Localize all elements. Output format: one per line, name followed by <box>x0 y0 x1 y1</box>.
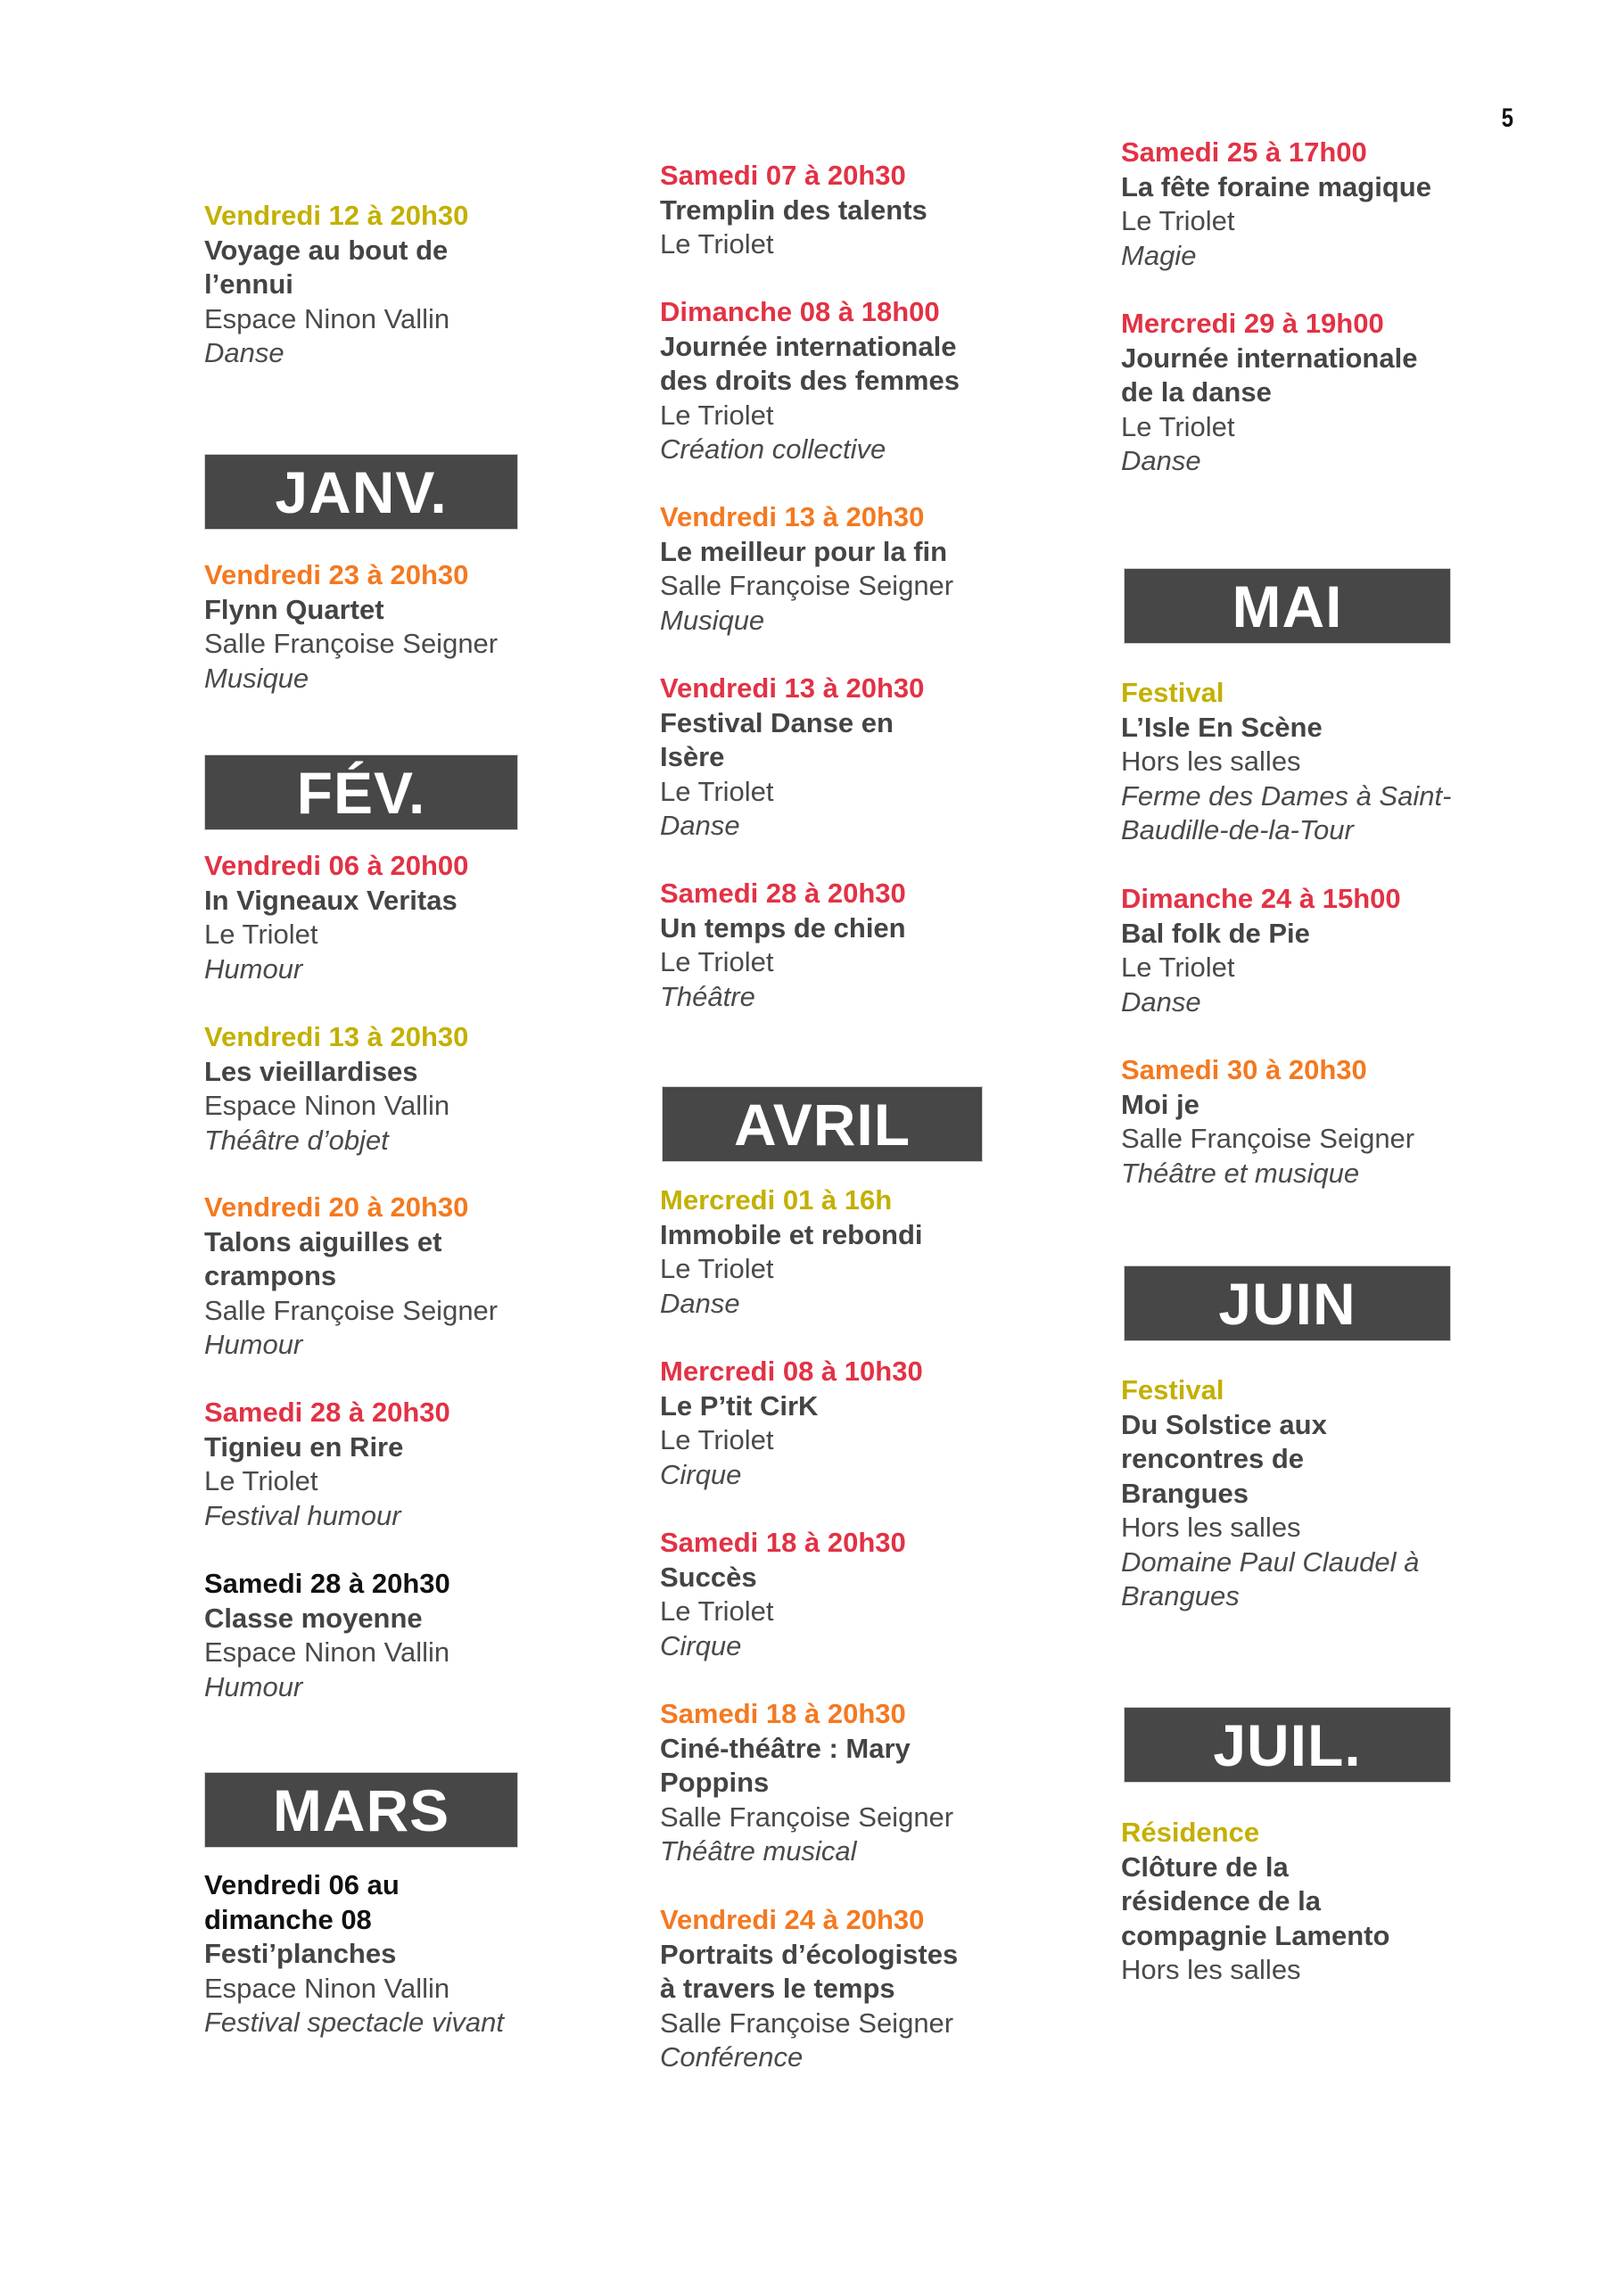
event-venue: Salle Françoise Seigner <box>1121 1123 1415 1154</box>
event-date: Festival <box>1121 677 1224 708</box>
event-classe-moyenne <box>204 1567 543 1704</box>
event-date: Vendredi 23 à 20h30 <box>204 559 469 590</box>
event-title: Classe moyenne <box>204 1602 423 1634</box>
event-title: résidence de la <box>1121 1885 1322 1916</box>
event-le-meilleur-pour-la-fin <box>660 500 1017 638</box>
event-date: Vendredi 13 à 20h30 <box>660 501 925 532</box>
event-date: dimanche 08 <box>204 1903 372 1935</box>
event-venue: Le Triolet <box>204 1465 318 1496</box>
event-du-solstice-aux-rencontres <box>1121 1373 1478 1614</box>
event-immobile-et-rebondi <box>660 1183 1017 1321</box>
event-title: Portraits d’écologistes <box>660 1938 959 1970</box>
event-title: Ciné-théâtre : Mary <box>660 1732 911 1764</box>
event-genre: Théâtre d’objet <box>204 1124 389 1156</box>
event-date: Samedi 28 à 20h30 <box>204 1568 450 1599</box>
event-festival-danse-isere <box>660 672 1017 844</box>
event-voyage-au-bout-de-lennui <box>204 199 543 371</box>
event-title: Du Solstice aux <box>1121 1408 1327 1440</box>
event-title: à travers le temps <box>660 1973 895 2004</box>
event-genre: Domaine Paul Claudel à <box>1121 1545 1420 1578</box>
event-venue: Hors les salles <box>1121 746 1301 777</box>
event-title: Un temps de chien <box>660 911 906 944</box>
event-genre: Festival humour <box>204 1499 401 1531</box>
event-cine-theatre-mary-poppins <box>660 1697 1017 1869</box>
event-venue: Salle Françoise Seigner <box>660 1801 954 1833</box>
event-flynn-quartet <box>204 558 543 696</box>
event-title: La fête foraine magique <box>1121 170 1431 202</box>
event-genre: Création collective <box>660 433 886 465</box>
event-genre: Conférence <box>660 2041 804 2073</box>
event-venue: Le Triolet <box>660 399 774 431</box>
event-venue: Salle Françoise Seigner <box>660 2007 954 2039</box>
event-date: Vendredi 13 à 20h30 <box>660 672 925 704</box>
event-bal-folk-de-pie <box>1121 882 1478 1019</box>
event-tignieu-en-rire <box>204 1396 543 1533</box>
event-genre: Festival spectacle vivant <box>204 2007 504 2038</box>
event-date: Dimanche 08 à 18h00 <box>660 296 940 327</box>
event-title: Immobile et rebondi <box>660 1218 923 1250</box>
event-title: compagnie Lamento <box>1121 1919 1390 1951</box>
event-title: Voyage au bout de <box>204 234 449 266</box>
event-genre: Théâtre musical <box>660 1835 857 1867</box>
event-venue: Le Triolet <box>1121 205 1235 236</box>
event-genre: Humour <box>204 1329 303 1360</box>
event-moi-je <box>1121 1053 1478 1191</box>
event-date: Vendredi 06 au <box>204 1869 400 1900</box>
event-title: l’ennui <box>204 268 293 300</box>
event-title: Le P’tit CirK <box>660 1389 819 1422</box>
event-talons-aiguilles <box>204 1191 543 1363</box>
event-un-temps-de-chien <box>660 877 1017 1014</box>
event-title: Les vieillardises <box>204 1055 418 1087</box>
event-date: Vendredi 06 à 20h00 <box>204 850 469 881</box>
event-title: L’Isle En Scène <box>1121 711 1323 743</box>
event-genre: Brangues <box>1121 1580 1240 1611</box>
event-date: Samedi 18 à 20h30 <box>660 1698 906 1729</box>
event-journee-droits-femmes <box>660 295 1017 467</box>
event-venue: Le Triolet <box>1121 952 1235 983</box>
event-venue: Le Triolet <box>660 228 774 260</box>
event-date: Samedi 18 à 20h30 <box>660 1527 906 1558</box>
event-date: Samedi 25 à 17h00 <box>1121 136 1367 168</box>
event-title: In Vigneaux Veritas <box>204 884 458 916</box>
event-venue: Le Triolet <box>660 1595 774 1627</box>
event-title: Isère <box>660 741 725 772</box>
event-title: Poppins <box>660 1767 770 1798</box>
event-title: Moi je <box>1121 1088 1199 1120</box>
event-title: Tremplin des talents <box>660 194 927 226</box>
event-festiplanches <box>204 1868 543 2040</box>
event-venue: Salle Françoise Seigner <box>660 570 954 601</box>
month-header-fev: FÉV. <box>204 754 518 830</box>
event-genre: Musique <box>660 604 765 636</box>
event-title: Bal folk de Pie <box>1121 917 1310 949</box>
event-date: Samedi 07 à 20h30 <box>660 160 906 191</box>
event-date: Résidence <box>1121 1817 1260 1848</box>
event-tremplin-des-talents <box>660 159 1017 262</box>
event-title: Talons aiguilles et <box>204 1225 442 1257</box>
event-lisle-en-scene <box>1121 676 1478 848</box>
event-genre: Cirque <box>660 1458 742 1490</box>
event-title: Flynn Quartet <box>204 593 384 625</box>
event-title: Clôture de la <box>1121 1850 1289 1883</box>
event-genre: Baudille-de-la-Tour <box>1121 814 1354 845</box>
event-les-vieillardises <box>204 1020 543 1158</box>
month-header-juil: JUIL. <box>1124 1707 1451 1783</box>
event-title: Journée internationale <box>1121 342 1418 374</box>
event-venue: Le Triolet <box>204 919 318 950</box>
month-header-mai: MAI <box>1124 568 1451 644</box>
event-fete-foraine-magique <box>1121 136 1478 273</box>
event-title: Festival Danse en <box>660 706 894 738</box>
event-venue: Le Triolet <box>660 1253 774 1284</box>
event-title: des droits des femmes <box>660 365 960 396</box>
event-date: Vendredi 12 à 20h30 <box>204 200 469 231</box>
event-cloture-residence-lamento <box>1121 1816 1478 1988</box>
event-genre: Ferme des Dames à Saint- <box>1121 779 1452 812</box>
event-title: de la danse <box>1121 376 1272 408</box>
month-header-juin: JUIN <box>1124 1265 1451 1341</box>
event-venue: Espace Ninon Vallin <box>204 1972 450 2004</box>
event-genre: Magie <box>1121 239 1197 271</box>
event-date: Mercredi 08 à 10h30 <box>660 1356 923 1387</box>
event-genre: Danse <box>1121 985 1201 1018</box>
event-title: Tignieu en Rire <box>204 1430 404 1463</box>
event-date: Vendredi 13 à 20h30 <box>204 1021 469 1052</box>
event-journee-danse <box>1121 307 1478 479</box>
event-title: Festi’planches <box>204 1938 397 1969</box>
event-venue: Le Triolet <box>660 775 774 807</box>
event-in-vigneaux-veritas <box>204 849 543 986</box>
month-header-avril: AVRIL <box>662 1086 983 1162</box>
month-header-mars: MARS <box>204 1772 518 1848</box>
event-title: Brangues <box>1121 1477 1249 1509</box>
event-title: rencontres de <box>1121 1443 1305 1474</box>
event-venue: Le Triolet <box>660 1424 774 1455</box>
event-date: Mercredi 01 à 16h <box>660 1184 893 1216</box>
event-succes <box>660 1526 1017 1663</box>
event-portraits-ecologistes <box>660 1903 1017 2075</box>
event-genre: Humour <box>204 952 303 985</box>
event-title: Journée internationale <box>660 330 957 362</box>
event-venue: Espace Ninon Vallin <box>204 1636 450 1668</box>
event-date: Festival <box>1121 1374 1224 1405</box>
event-genre: Théâtre <box>660 980 755 1012</box>
event-venue: Espace Ninon Vallin <box>204 1090 450 1121</box>
month-header-janv: JANV. <box>204 454 518 530</box>
event-date: Samedi 30 à 20h30 <box>1121 1054 1367 1085</box>
event-genre: Danse <box>660 1287 740 1319</box>
event-title: crampons <box>204 1260 337 1291</box>
page-number: 5 <box>1501 103 1514 133</box>
event-date: Dimanche 24 à 15h00 <box>1121 883 1401 914</box>
event-date: Mercredi 29 à 19h00 <box>1121 308 1384 339</box>
event-genre: Danse <box>660 810 740 841</box>
event-venue: Le Triolet <box>660 946 774 977</box>
event-title: Succès <box>660 1561 757 1593</box>
event-date: Samedi 28 à 20h30 <box>204 1397 450 1428</box>
event-genre: Musique <box>204 662 309 694</box>
event-venue: Salle Françoise Seigner <box>204 1294 499 1326</box>
event-date: Vendredi 24 à 20h30 <box>660 1904 925 1935</box>
event-date: Vendredi 20 à 20h30 <box>204 1191 469 1223</box>
event-date: Samedi 28 à 20h30 <box>660 878 906 909</box>
event-genre: Cirque <box>660 1629 742 1661</box>
event-venue: Hors les salles <box>1121 1954 1301 1985</box>
event-title: Le meilleur pour la fin <box>660 535 948 567</box>
event-venue: Hors les salles <box>1121 1512 1301 1543</box>
event-genre: Danse <box>1121 445 1201 476</box>
event-genre: Théâtre et musique <box>1121 1157 1360 1189</box>
event-genre: Danse <box>204 337 284 368</box>
event-venue: Espace Ninon Vallin <box>204 302 450 334</box>
event-le-ptit-cirk <box>660 1355 1017 1492</box>
event-venue: Salle Françoise Seigner <box>204 628 499 659</box>
event-genre: Humour <box>204 1670 303 1702</box>
event-venue: Le Triolet <box>1121 410 1235 442</box>
